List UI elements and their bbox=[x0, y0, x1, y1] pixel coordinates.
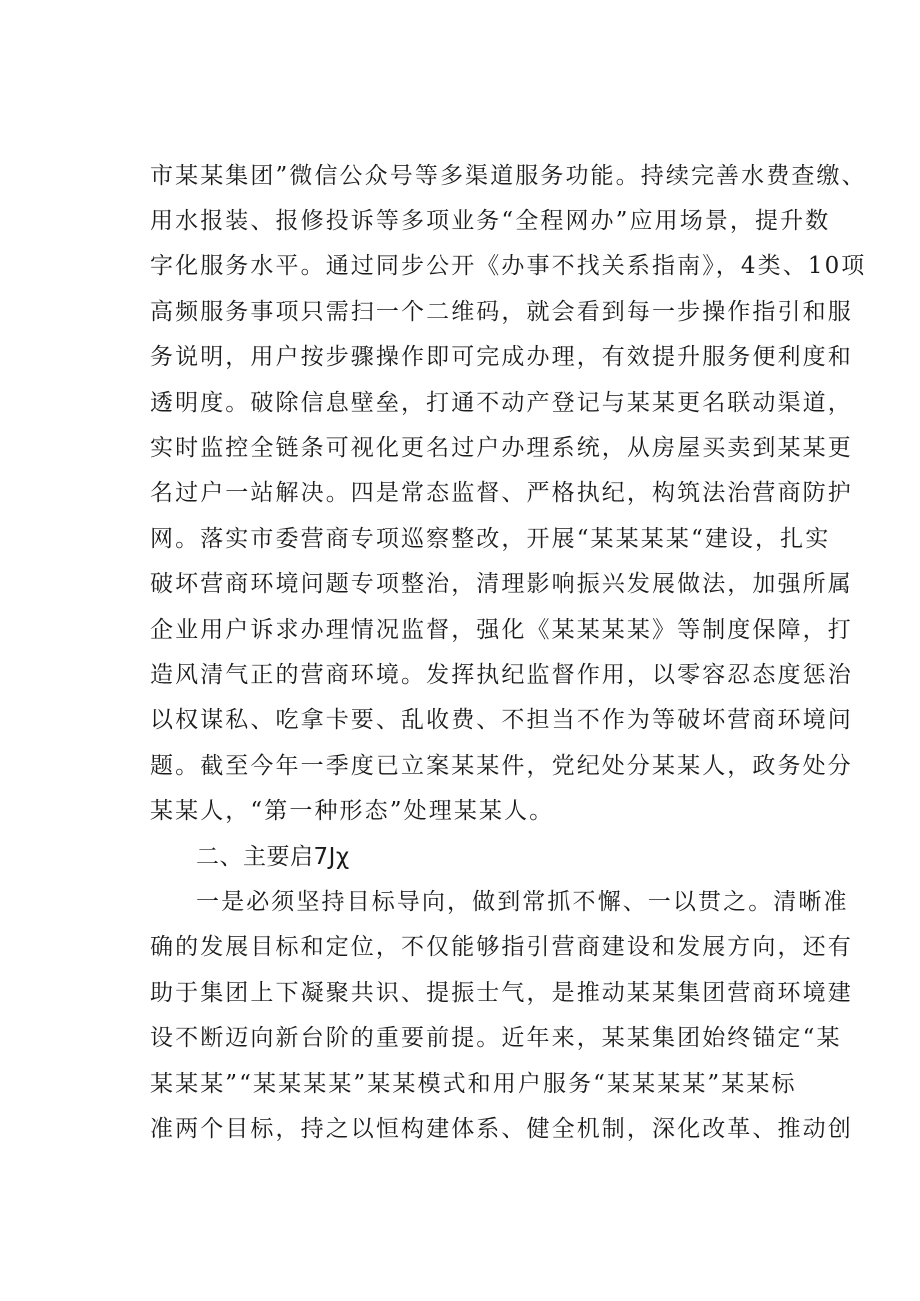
body-line: 市某某集团”微信公众号等多渠道服务功能。持续完善水费查缴、 bbox=[150, 163, 867, 189]
paragraph-first-line: 一是必须坚持目标导向，做到常抓不懈、一以贯之。清晰准 bbox=[196, 889, 849, 915]
body-line: 透明度。破除信息壁垒，打通不动产登记与某某更名联动渠道， bbox=[150, 390, 853, 416]
body-line: 确的发展目标和定位，不仅能够指引营商建设和发展方向，还有 bbox=[150, 934, 853, 960]
body-line: 实时监控全链条可视化更名过户办理系统，从房屋买卖到某某更 bbox=[150, 435, 853, 461]
body-line: 字化服务水平。通过同步公开《办事不找关系指南》，4类、10项 bbox=[150, 253, 867, 279]
body-line: 造风清气正的营商环境。发挥执纪监督作用，以零容忍态度惩治 bbox=[150, 662, 853, 688]
body-line: 高频服务事项只需扫一个二维码，就会看到每一步操作指引和服 bbox=[150, 299, 853, 325]
body-line: 题。截至今年一季度已立案某某件，党纪处分某某人，政务处分 bbox=[150, 753, 853, 779]
body-line: 某某某”“某某某某”某某模式和用户服务“某某某某”某某标 bbox=[150, 1071, 797, 1097]
body-line: 企业用户诉求办理情况监督，强化《某某某某》等制度保障，打 bbox=[150, 617, 853, 643]
body-line: 名过户一站解决。四是常态监督、严格执纪，构筑法治营商防护 bbox=[150, 480, 853, 506]
body-line: 网。落实市委营商专项巡察整改，开展“某某某某“建设，扎实 bbox=[150, 526, 831, 552]
body-line: 以权谋私、吃拿卡要、乱收费、不担当不作为等破坏营商环境问 bbox=[150, 707, 853, 733]
body-line: 助于集团上下凝聚共识、提振士气，是推动某某集团营商环境建 bbox=[150, 980, 853, 1006]
section-heading: 二、主要启7Jχ bbox=[196, 844, 350, 870]
body-line: 设不断迈向新台阶的重要前提。近年来，某某集团始终锚定“某 bbox=[150, 1025, 842, 1051]
body-line: 准两个目标，持之以恒构建体系、健全机制，深化改革、推动创 bbox=[150, 1116, 853, 1142]
body-line: 某某人，“第一种形态”处理某某人。 bbox=[150, 798, 555, 824]
body-line: 用水报装、报修投诉等多项业务“全程网办”应用场景，提升数 bbox=[150, 208, 831, 234]
body-line: 务说明，用户按步骤操作即可完成办理，有效提升服务便利度和 bbox=[150, 344, 853, 370]
body-line: 破坏营商环境问题专项整治，清理影响振兴发展做法，加强所属 bbox=[150, 571, 853, 597]
